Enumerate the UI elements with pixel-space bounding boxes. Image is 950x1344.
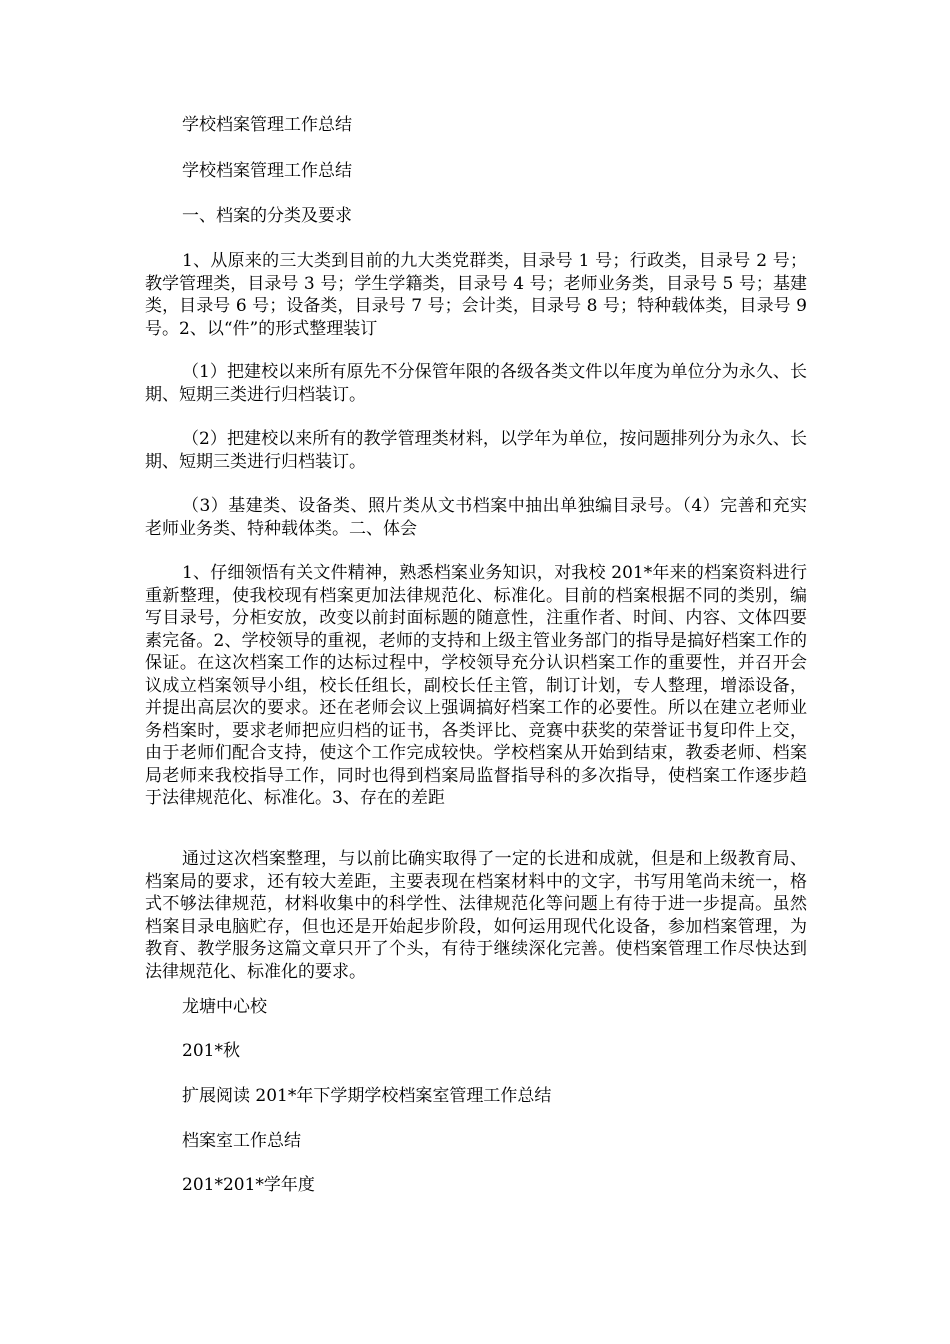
doc-title: 学校档案管理工作总结: [182, 115, 352, 135]
signature-date: 201*秋: [182, 1041, 240, 1061]
doc-subtitle: 学校档案管理工作总结: [182, 161, 352, 181]
extended-reading-title: 扩展阅读 201*年下学期学校档案室管理工作总结: [182, 1086, 552, 1106]
academic-year: 201*201*学年度: [182, 1175, 315, 1195]
archive-room-summary-title: 档案室工作总结: [182, 1131, 301, 1151]
signature-school: 龙塘中心校: [182, 997, 267, 1017]
paragraph-item-3: （3）基建类、设备类、照片类从文书档案中抽出单独编目录号。（4）完善和充实老师业务类、特种载体类。二、体会: [145, 496, 807, 539]
paragraph-experience: 1、仔细领悟有关文件精神，熟悉档案业务知识，对我校 201*年来的档案资料进行重新整理，使我校现有档案更加法律规范化、标准化。目前的档案根据不同的类别，编写目录号，分柜安放，改变以前封面标题的随意性，注重作者、时间、内容、文体四要素完备。2、学校领导的重视，老师的支持和上级主管业务部门的指导是搞好档案工作的保证。在这次档案工作的达标过程中，学校领导充分认识档案工作的重要性，并召开会议成立档案领导小组，校长任组长，副校长任主管，制订计划，专人整理，增添设备，并提出高层次的要求。还在老师会议上强调搞好档案工作的必要性。所以在建立老师业务档案时，要求老师把应归档的证书，各类评比、竞赛中获奖的荣誉证书复印件上交，由于老师们配合支持，使这个工作完成较快。学校档案从开始到结束，教委老师、档案局老师来我校指导工作，同时也得到档案局监督指导科的多次指导，使档案工作逐步趋于法律规范化、标准化。3、存在的差距: [145, 563, 807, 808]
paragraph-gaps: 通过这次档案整理，与以前比确实取得了一定的长进和成就，但是和上级教育局、档案局的要求，还有较大差距，主要表现在档案材料中的文字，书写用笔尚未统一，格式不够法律规范，材料收集中的科学性、法律规范化等问题上有待于进一步提高。虽然档案目录电脑贮存，但也还是开始起步阶段，如何运用现代化设备，参加档案管理，为教育、教学服务这篇文章只开了个头，有待于继续深化完善。使档案管理工作尽快达到法律规范化、标准化的要求。: [145, 849, 807, 982]
paragraph-item-2: （2）把建校以来所有的教学管理类材料，以学年为单位，按问题排列分为永久、长期、短期三类进行归档装订。: [145, 429, 807, 472]
paragraph-item-1: （1）把建校以来所有原先不分保管年限的各级各类文件以年度为单位分为永久、长期、短期三类进行归档装订。: [145, 362, 807, 405]
section-heading-classification: 一、档案的分类及要求: [182, 206, 352, 226]
paragraph-catalog-categories: 1、从原来的三大类到目前的九大类党群类，目录号 1 号；行政类，目录号 2 号；教学管理类，目录号 3 号；学生学籍类，目录号 4 号；老师业务类，目录号 5 号；基建类，目录号 6 号；设备类，目录号 7 号；会计类，目录号 8 号；特种载体类，目录号 9 号。2、以“件”的形式整理装订: [145, 251, 807, 339]
